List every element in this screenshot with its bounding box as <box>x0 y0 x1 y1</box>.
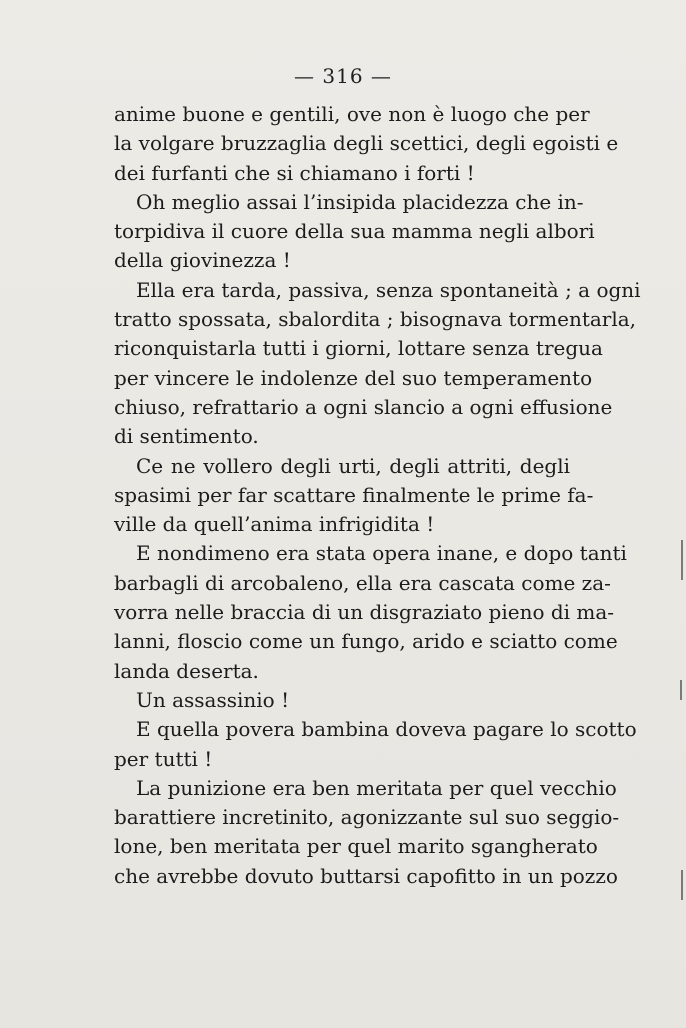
text-line: landa deserta. <box>114 658 259 683</box>
text-line: E nondimeno era stata opera inane, e dopo tanti <box>136 541 627 566</box>
text-line: lanni, floscio come un fungo, arido e sciatto come <box>114 629 618 654</box>
text-line: chiuso, refrattario a ogni slancio a ogni effusione <box>114 394 613 419</box>
text-line: dei furfanti che si chiamano i forti ! <box>114 160 475 185</box>
text-line: la volgare bruzzaglia degli scettici, degli egoisti e <box>114 131 619 156</box>
text-line: torpidiva il cuore della sua mamma negli albori <box>114 219 595 244</box>
text-line: E quella povera bambina doveva pagare lo scotto <box>136 717 637 742</box>
page-edge-marks <box>676 0 686 1028</box>
text-line: spasimi per far scattare finalmente le prime fa- <box>114 482 594 507</box>
text-line: della giovinezza ! <box>114 248 291 273</box>
body-text <box>114 100 641 891</box>
text-line: tratto spossata, sbalordita ; bisognava tormentarla, <box>114 307 637 332</box>
text-line: barattiere incretinito, agonizzante sul suo seggio- <box>114 805 620 830</box>
text-line: Oh meglio assai l’insipida placidezza che in- <box>136 189 584 214</box>
text-line: lone, ben meritata per quel marito sgangherato <box>114 834 598 859</box>
text-line: La punizione era ben meritata per quel vecchio <box>136 775 617 800</box>
text-line: per tutti ! <box>114 746 213 771</box>
text-line: ville da quell’anima infrigidita ! <box>114 512 435 537</box>
page-number: — 316 — <box>294 64 392 88</box>
text-line: barbagli di arcobaleno, ella era cascata come za- <box>114 570 611 595</box>
text-line: Un assassinio ! <box>136 687 290 712</box>
text-line: Ella era tarda, passiva, senza spontaneità ; a ogni <box>136 277 641 302</box>
text-line: riconquistarla tutti i giorni, lottare senza tregua <box>114 336 603 361</box>
text-line: che avrebbe dovuto buttarsi capofitto in un pozzo <box>114 863 618 888</box>
text-line: anime buone e gentili, ove non è luogo che per <box>114 102 590 126</box>
text-line: Ce ne vollero degli urti, degli attriti, degli <box>136 453 570 478</box>
text-line: vorra nelle braccia di un disgraziato pieno di ma- <box>114 600 615 625</box>
text-line: di sentimento. <box>114 424 259 449</box>
text-line: per vincere le indolenze del suo temperamento <box>114 365 593 390</box>
